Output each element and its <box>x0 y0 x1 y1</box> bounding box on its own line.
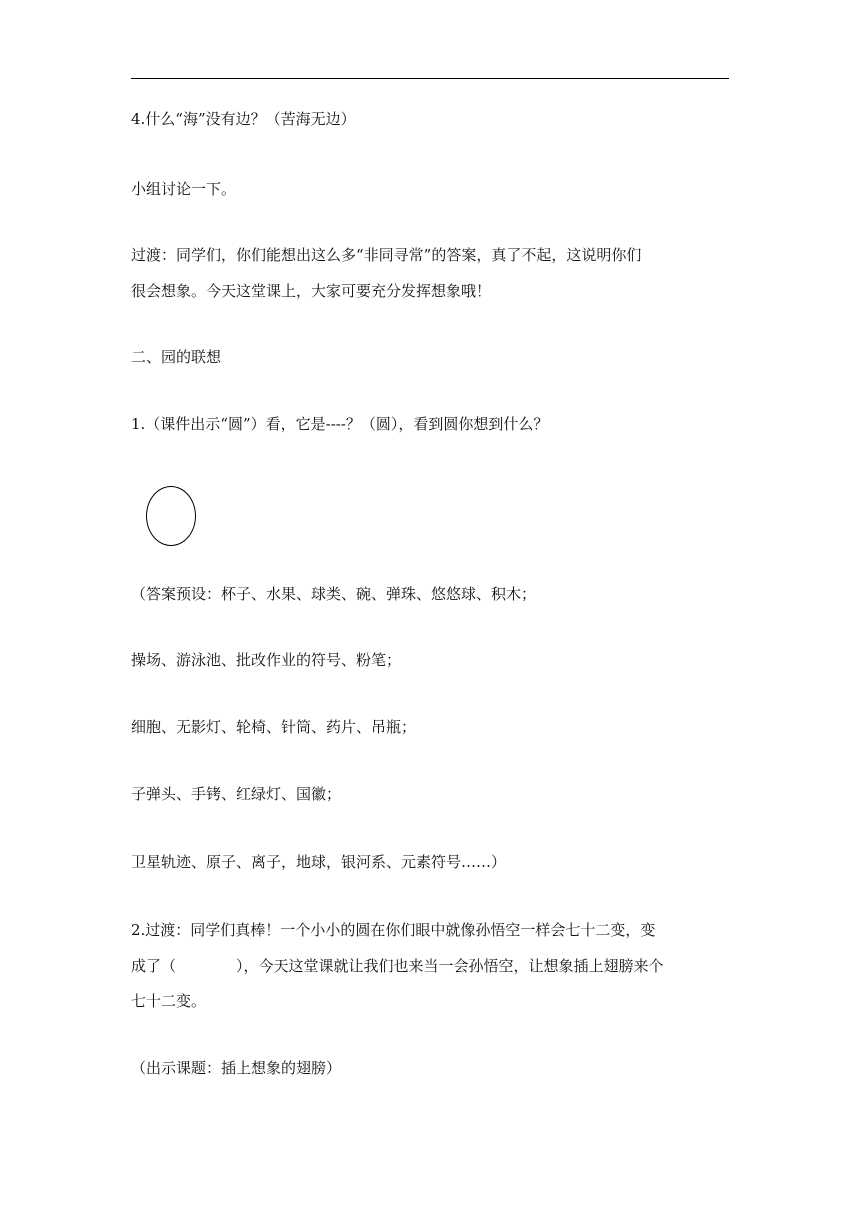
question-4: 4.什么“海”没有边？（苦海无边） <box>131 110 356 128</box>
answer-line-1: （答案预设：杯子、水果、球类、碗、弹珠、悠悠球、积木； <box>131 585 537 603</box>
item-2-line-1: 2.过渡：同学们真棒！一个小小的圆在你们眼中就像孙悟空一样会七十二变，变 <box>131 921 656 939</box>
transition-line-2: 很会想象。今天这堂课上，大家可要充分发挥想象哦！ <box>131 282 492 300</box>
header-rule <box>131 78 729 79</box>
lesson-topic: （出示课题：插上想象的翅膀） <box>131 1059 342 1077</box>
item-2-line-2: 成了（ ），今天这堂课就让我们也来当一会孙悟空，让想象插上翅膀来个 <box>131 957 664 975</box>
group-discussion-line: 小组讨论一下。 <box>131 180 237 198</box>
transition-line-1: 过渡：同学们，你们能想出这么多“非同寻常”的答案，真了不起，这说明你们 <box>131 246 642 264</box>
answer-line-3: 细胞、无影灯、轮椅、针筒、药片、吊瓶； <box>131 718 417 736</box>
circle-figure <box>146 486 196 546</box>
answer-line-5: 卫星轨迹、原子、离子，地球，银河系、元素符号……） <box>131 853 507 871</box>
answer-line-4: 子弹头、手铐、红绿灯、国徽； <box>131 785 342 803</box>
item-2-line-3: 七十二变。 <box>131 992 207 1010</box>
item-1: 1.（课件出示“圆”）看，它是----？（圆），看到圆你想到什么？ <box>131 415 549 433</box>
section-heading: 二、园的联想 <box>131 348 222 366</box>
answer-line-2: 操场、游泳池、批改作业的符号、粉笔； <box>131 651 402 669</box>
